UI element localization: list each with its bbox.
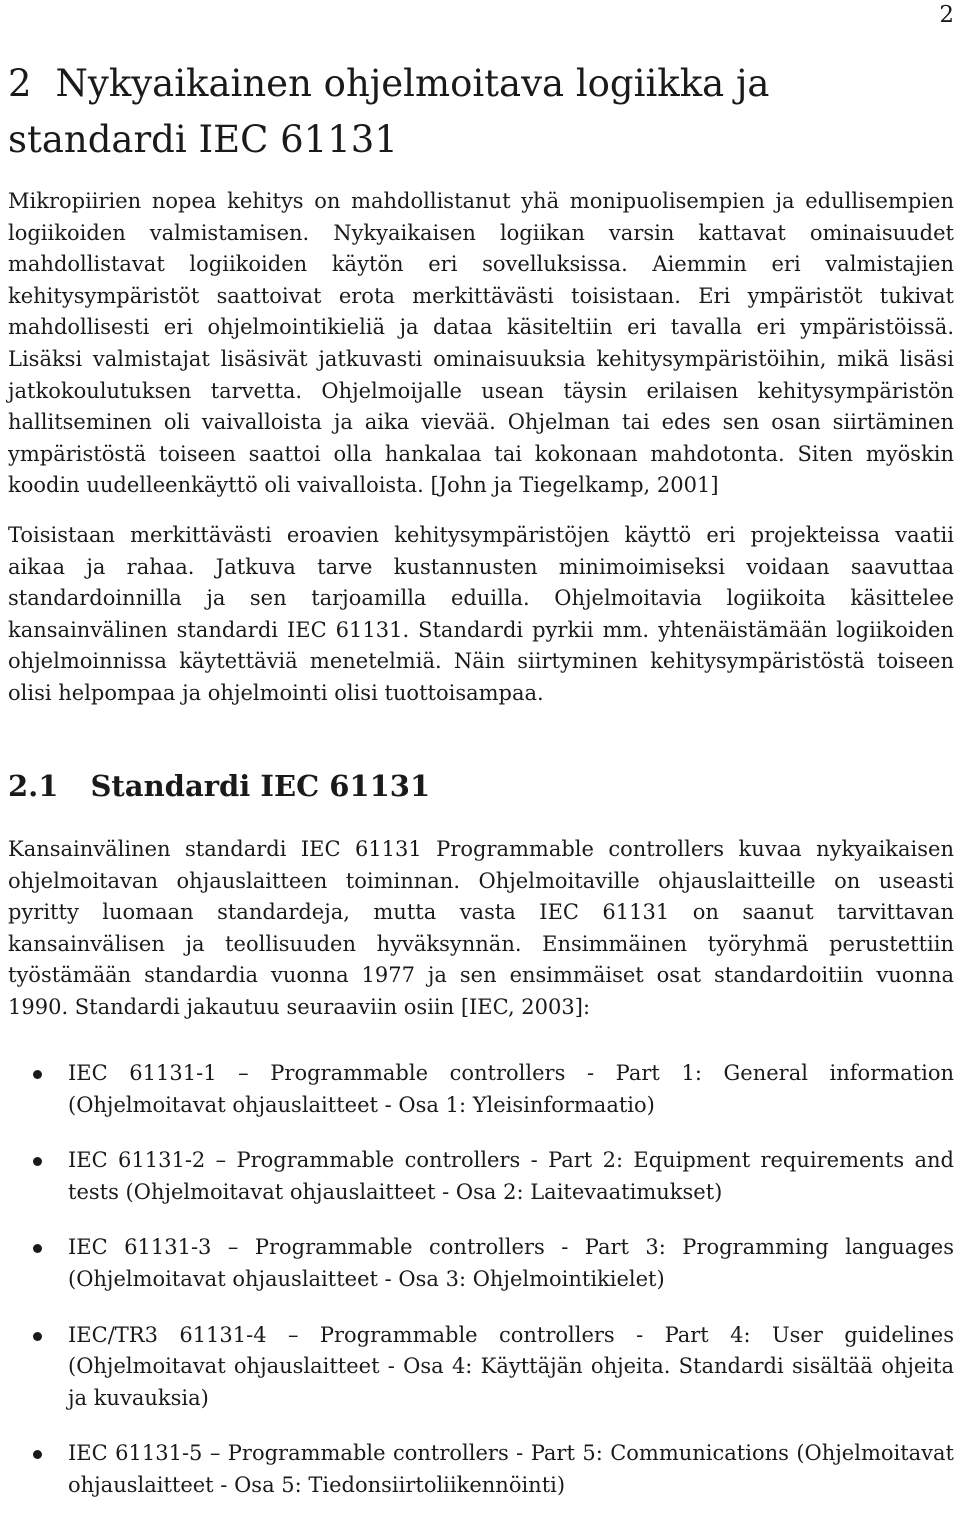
bullet-icon bbox=[33, 1244, 42, 1253]
section-heading bbox=[8, 764, 953, 808]
section-paragraph: Kansainvälinen standardi IEC 61131 Programmable controllers kuvaa nykyaikaisen ohjelmoitavan ohjauslaitteen toiminnan. Ohjelmoitaville ohjauslaitteille on useasti pyritty luomaan standardeja, mutta vasta IEC 61131 on saanut tarvittavan kansainvälisen ja teollisuuden hyväksynnän. Ensimmäinen työryhmä perustettiin työstämään standardia vuonna 1977 ja sen ensimmäiset osat standardoitiin vuonna 1990. Standardi jakautuu seuraaviin osiin [IEC, 2003]: bbox=[8, 837, 954, 1019]
list-item-text: IEC 61131-1 – Programmable controllers - Part 1: General information (Ohjelmoitavat ohjauslaitteet - Osa 1: Yleisinformaatio) bbox=[68, 1061, 954, 1117]
bullet-icon bbox=[33, 1332, 42, 1341]
bullet-icon bbox=[33, 1157, 42, 1166]
list-item-text: IEC 61131-3 – Programmable controllers - Part 3: Programming languages (Ohjelmoitavat ohjauslaitteet - Osa 3: Ohjelmointikielet) bbox=[68, 1235, 954, 1291]
list-item bbox=[8, 1058, 954, 1121]
list-item bbox=[8, 1438, 954, 1501]
chapter-number: 2 bbox=[8, 62, 32, 105]
bullet-icon bbox=[33, 1450, 42, 1459]
section-number: 2.1 bbox=[8, 769, 59, 803]
standard-parts-list bbox=[8, 1058, 954, 1526]
intro-paragraph-2: Toisistaan merkittävästi eroavien kehitysympäristöjen käyttö eri projekteissa vaatii aikaa ja rahaa. Jatkuva tarve kustannusten minimoimiseksi voidaan saavuttaa standardoinnilla ja sen tarjoamilla eduilla. Ohjelmoitavia logiikoita käsittelee kansainvälinen standardi IEC 61131. Standardi pyrkii mm. yhtenäistämään logiikoiden ohjelmoinnissa käytettäviä menetelmiä. Näin siirtyminen kehitysympäristöstä toiseen olisi helpompaa ja ohjelmointi olisi tuottoisampaa. bbox=[8, 523, 954, 705]
list-item-text: IEC/TR3 61131-4 – Programmable controllers - Part 4: User guidelines (Ohjelmoitavat ohjauslaitteet - Osa 4: Käyttäjän ohjeita. Standardi sisältää ohjeita ja kuvauksia) bbox=[68, 1322, 954, 1410]
page-number: 2 bbox=[939, 2, 954, 28]
chapter-title: Nykyaikainen ohjelmoitava logiikka ja standardi IEC 61131 bbox=[8, 62, 770, 161]
list-item bbox=[8, 1320, 954, 1415]
intro-paragraph-1: Mikropiirien nopea kehitys on mahdollistanut yhä monipuolisempien ja edullisempien logiikoiden valmistamisen. Nykyaikaisen logiikan varsin kattavat ominaisuudet mahdollistavat logiikoiden käytön eri sovelluksissa. Aiemmin eri valmistajien kehitysympäristöt saattoivat erota merkittävästi toisistaan. Eri ympäristöt tukivat mahdollisesti eri ohjelmointikieliä ja dataa käsiteltiin eri tavalla eri ympäristöissä. Lisäksi valmistajat lisäsivät jatkuvasti ominaisuuksia kehitysympäristöihin, mikä lisäsi jatkokoulutuksen tarvetta. Ohjelmoijalle usean täysin erilaisen kehitysympäristön hallitseminen oli vaivalloista ja aika vievää. Ohjelman tai edes sen osan siirtäminen ympäristöstä toiseen saattoi olla hankalaa tai kokonaan mahdotonta. Siten myöskin koodin uudelleenkäyttö oli vaivalloista. [John ja Tiegelkamp, 2001] bbox=[8, 189, 954, 498]
list-item-text: IEC 61131-2 – Programmable controllers - Part 2: Equipment requirements and tests (Ohjelmoitavat ohjauslaitteet - Osa 2: Laitevaatimukset) bbox=[68, 1148, 954, 1204]
bullet-icon bbox=[33, 1070, 42, 1079]
list-item bbox=[8, 1145, 954, 1208]
section-title: Standardi IEC 61131 bbox=[90, 769, 431, 803]
chapter-heading bbox=[8, 56, 953, 168]
list-item-text: IEC 61131-5 – Programmable controllers - Part 5: Communications (Ohjelmoitavat ohjauslaitteet - Osa 5: Tiedonsiirtoliikennöinti) bbox=[68, 1441, 954, 1497]
list-item bbox=[8, 1232, 954, 1295]
